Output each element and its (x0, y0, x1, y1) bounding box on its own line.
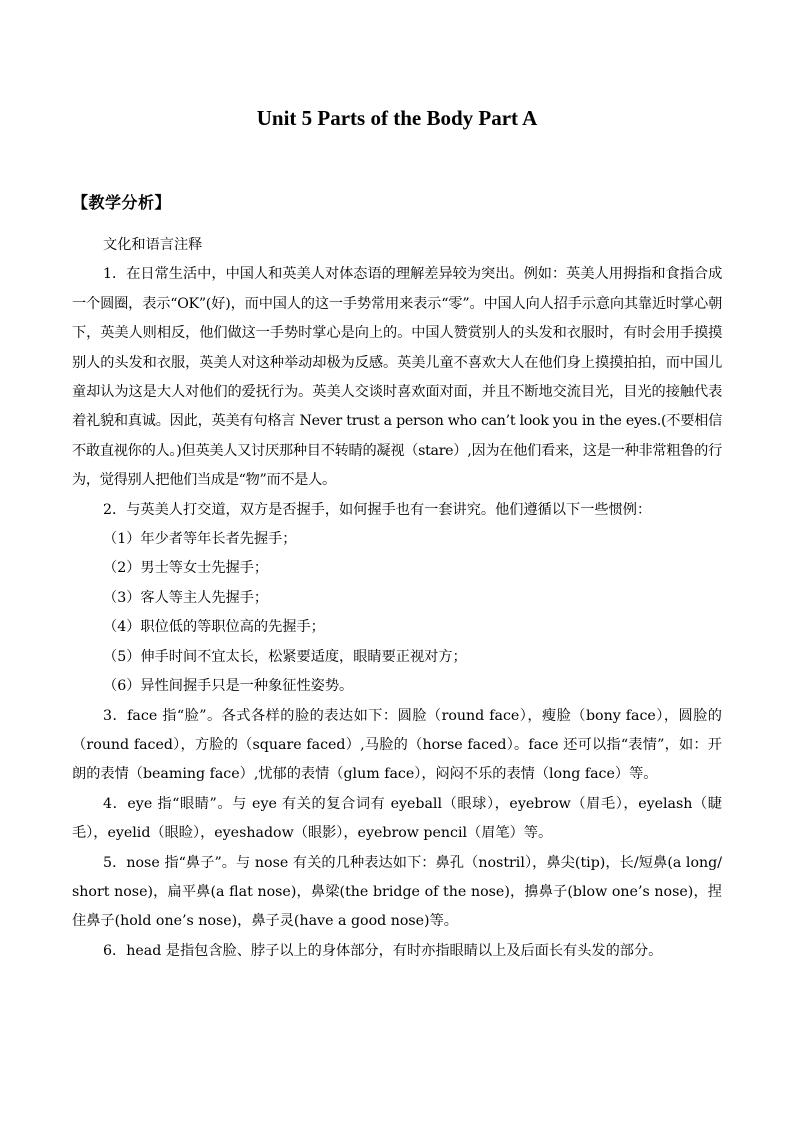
list-item-5: （5）伸手时间不宜太长，松紧要适度，眼睛要正视对方； (103, 648, 467, 665)
paragraph-6: 6．head 是指包含脸、脖子以上的身体部分，有时亦指眼睛以上及后面长有头发的部分。 (103, 942, 663, 959)
subheading: 文化和语言注释 (103, 237, 203, 253)
list-item-1: （1）年少者等年长者先握手； (103, 531, 297, 548)
paragraph-5: 5．nose 指“鼻子”。与 nose 有关的几种表达如下：鼻孔（nostril），鼻尖(tip)，长/短鼻(a long/short nose)，扁平鼻(a flat nose)，鼻梁(the bridge of the nose)，擤鼻子(blow one’s nose)，捏住鼻子(hold one’s nose)，鼻子灵(have a good nose)等。 (72, 854, 722, 930)
list-item-6: （6）异性间握手只是一种象征性姿势。 (103, 678, 354, 695)
list-item-4: （4）职位低的等职位高的先握手； (103, 619, 325, 636)
paragraph-1: 1．在日常生活中，中国人和英美人对体态语的理解差异较为突出。例如：英美人用拇指和食指合成一个圆圈，表示“OK”(好)，而中国人的这一手势常用来表示“零”。中国人向人招手示意向其靠近时掌心朝下，英美人则相反，他们做这一手势时掌心是向上的。中国人赞赏别人的头发和衣服时，有时会用手摸摸别人的头发和衣服，英美人对这种举动却极为反感。英美儿童不喜欢大人在他们身上摸摸拍拍，而中国儿童却认为这是大人对他们的爱抚行为。英美人交谈时喜欢面对面，并且不断地交流目光，目光的接触代表着礼貌和真诚。因此，英美有句格言 Never trust a person who can’t look you in the eyes.(不要相信不敢直视你的人。)但英美人又讨厌那种目不转睛的凝视（stare）,因为在他们看来，这是一种非常粗鲁的行为，觉得别人把他们当成是“物”而不是人。 (72, 266, 722, 489)
document-body (72, 231, 722, 966)
section-heading: 【教学分析】 (72, 193, 172, 212)
paragraph-3: 3．face 指“脸”。各式各样的脸的表达如下：圆脸（round face），瘦脸（bony face），圆脸的（round faced），方脸的（square faced）,马脸的（horse faced）。face 还可以指“表情”，如：开朗的表情（beaming face）,忧郁的表情（glum face），闷闷不乐的表情（long face）等。 (72, 707, 722, 783)
paragraph-4: 4．eye 指“眼睛”。与 eye 有关的复合词有 eyeball（眼球），eyebrow（眉毛），eyelash（睫毛），eyelid（眼睑），eyeshadow（眼影），eyebrow pencil（眉笔）等。 (72, 795, 722, 842)
list-item-2: （2）男士等女士先握手； (103, 560, 269, 577)
document-title: Unit 5 Parts of the Body Part A (256, 106, 538, 130)
list-item-3: （3）客人等主人先握手； (103, 589, 269, 606)
paragraph-2: 2．与英美人打交道，双方是否握手，如何握手也有一套讲究。他们遵循以下一些惯例： (103, 501, 652, 518)
